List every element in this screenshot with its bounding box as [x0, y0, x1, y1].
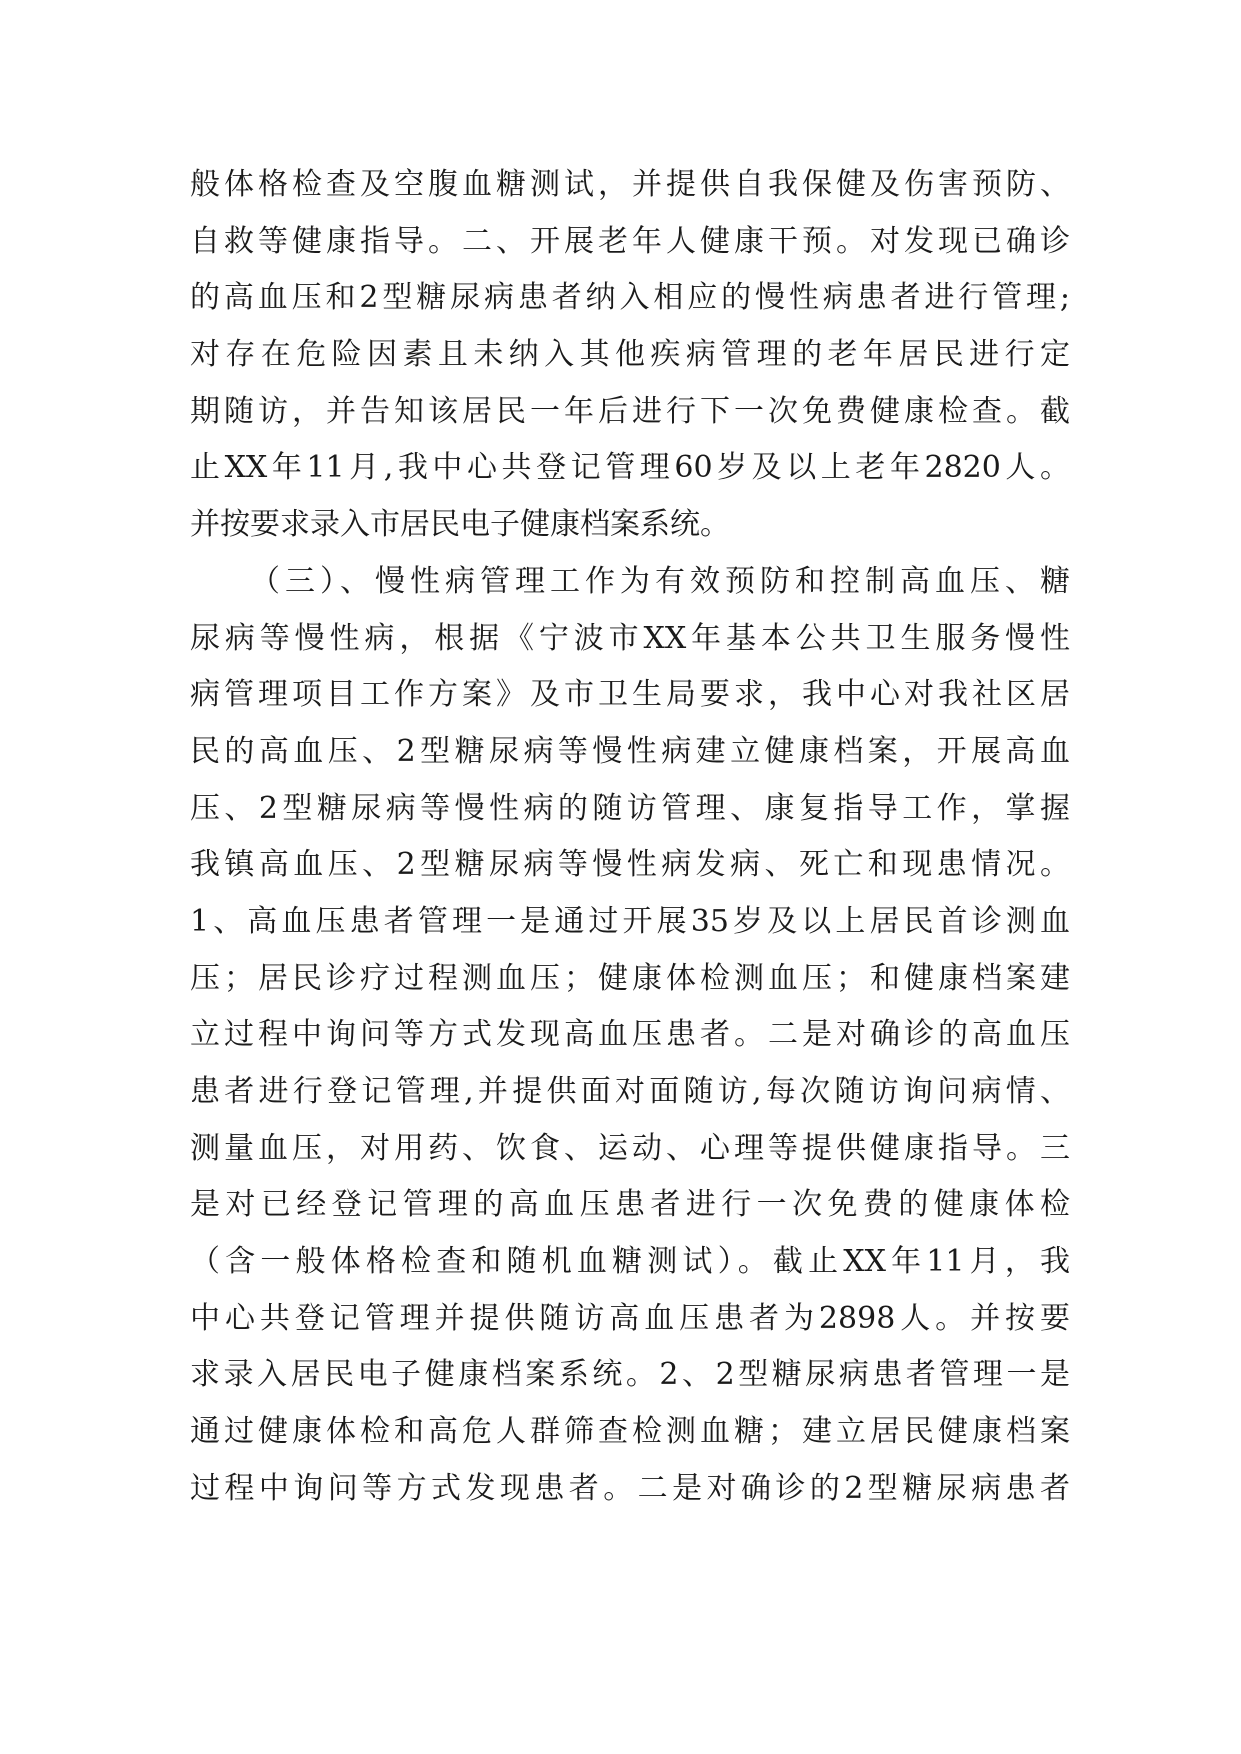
text-line: 期随访，并告知该居民一年后进行下一次免费健康检查。截	[190, 393, 1070, 429]
text-line: 是对已经登记管理的高血压患者进行一次免费的健康体检	[190, 1187, 1070, 1223]
text-line: （含一般体格检查和随机血糖测试）。截止XX年11月，我	[190, 1244, 1070, 1280]
text-line: 1、高血压患者管理一是通过开展35岁及以上居民首诊测血	[190, 903, 1070, 939]
text-line: 并按要求录入市居民电子健康档案系统。	[190, 507, 730, 543]
text-line: 压；居民诊疗过程测血压；健康体检测血压；和健康档案建	[190, 960, 1070, 996]
text-line: 对存在危险因素且未纳入其他疾病管理的老年居民进行定	[190, 337, 1070, 373]
text-line: 求录入居民电子健康档案系统。2、2型糖尿病患者管理一是	[190, 1357, 1070, 1393]
text-line: 通过健康体检和高危人群筛查检测血糖；建立居民健康档案	[190, 1414, 1070, 1450]
text-line: 测量血压，对用药、饮食、运动、心理等提供健康指导。三	[190, 1130, 1070, 1166]
text-line: 患者进行登记管理,并提供面对面随访,每次随访询问病情、	[190, 1074, 1070, 1109]
text-line: 立过程中询问等方式发现高血压患者。二是对确诊的高血压	[190, 1017, 1070, 1053]
text-line: 止XX年11月,我中心共登记管理60岁及以上老年2820人。	[190, 450, 1070, 486]
text-line: 般体格检查及空腹血糖测试，并提供自我保健及伤害预防、	[190, 167, 1070, 202]
body-text	[190, 157, 1070, 1518]
text-line: （三）、慢性病管理工作为有效预防和控制高血压、糖	[250, 563, 1070, 599]
text-line: 我镇高血压、2型糖尿病等慢性病发病、死亡和现患情况。	[190, 847, 1070, 883]
text-line: 民的高血压、2型糖尿病等慢性病建立健康档案，开展高血	[190, 733, 1070, 769]
text-line: 自救等健康指导。二、开展老年人健康干预。对发现已确诊	[190, 223, 1070, 259]
text-line: 压、2型糖尿病等慢性病的随访管理、康复指导工作，掌握	[190, 790, 1070, 826]
text-line: 尿病等慢性病，根据《宁波市XX年基本公共卫生服务慢性	[190, 620, 1070, 656]
text-line: 中心共登记管理并提供随访高血压患者为2898人。并按要	[190, 1300, 1070, 1336]
text-line: 病管理项目工作方案》及市卫生局要求，我中心对我社区居	[190, 677, 1070, 713]
text-line: 过程中询问等方式发现患者。二是对确诊的2型糖尿病患者	[190, 1470, 1070, 1506]
text-line: 的高血压和2型糖尿病患者纳入相应的慢性病患者进行管理;	[190, 280, 1070, 316]
